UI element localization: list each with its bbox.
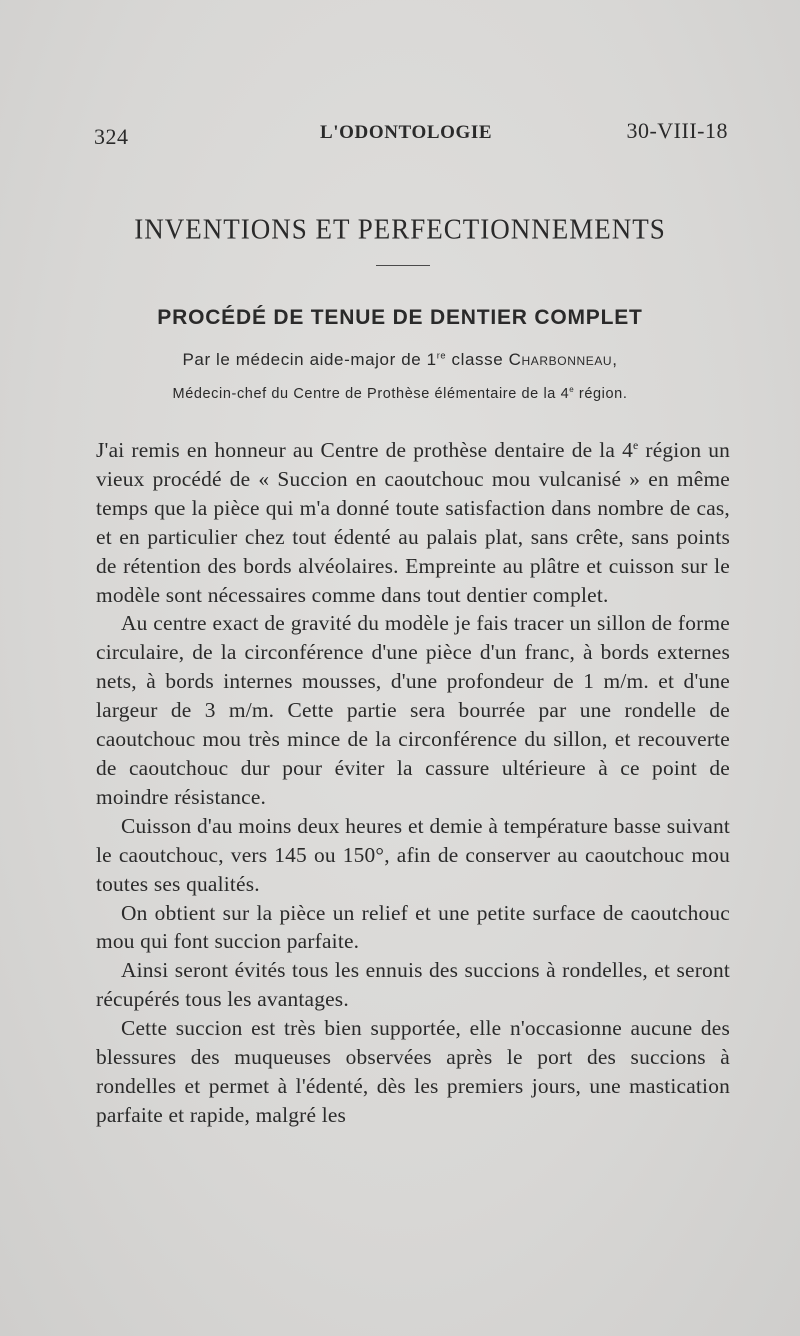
affiliation-ordinal: e	[569, 385, 575, 395]
paragraph-4: On obtient sur la pièce un relief et une petite surface de caoutchouc mou qui font succion parfaite.	[96, 900, 730, 954]
paragraph-1-a: J'ai remis en honneur au Centre de prothèse dentaire de la 4	[96, 438, 633, 462]
affiliation-prefix: Médecin-chef du Centre de Prothèse élémentaire de la 4	[172, 386, 570, 402]
author-name: Charbonneau,	[508, 350, 618, 369]
paragraph-1	[96, 436, 730, 609]
author-byline	[0, 350, 800, 370]
paragraph-3: Cuisson d'au moins deux heures et demie à température basse suivant le caoutchouc, vers 145 ou 150°, afin de conserver au caoutchouc mou toutes ses qualités.	[96, 813, 730, 896]
paragraph-6: Cette succion est très bien supportée, elle n'occasionne aucune des blessures des muqueuses observées après le port des succions à rondelles et permet à l'édenté, dès les premiers jours, une mastication parfaite et rapide, malgré les	[96, 1016, 730, 1127]
affiliation-suffix: région.	[574, 386, 628, 402]
journal-title: L'ODONTOLOGIE	[320, 122, 493, 143]
title-divider	[376, 265, 430, 266]
byline-mid: classe	[446, 350, 509, 369]
running-header	[94, 118, 728, 148]
issue-date: 30-VIII-18	[626, 118, 728, 143]
section-title: INVENTIONS ET PERFECTIONNEMENTS	[134, 213, 666, 245]
author-affiliation	[0, 386, 800, 402]
paragraph-1-b: région un vieux procédé de « Succion en caoutchouc mou vulcanisé » en même temps que la pièce qui m'a donné toute satisfaction dans nombre de cas, et en particulier chez tout édenté au palais plat, sans crête, sans points de rétention des bords alvéolaires. Empreinte au plâtre et cuisson sur le modèle sont nécessaires comme dans tout dentier complet.	[96, 438, 731, 607]
byline-prefix: Par le médecin aide-major de 1	[182, 350, 437, 369]
byline-ordinal: re	[436, 350, 447, 361]
article-body	[96, 436, 730, 1130]
paragraph-5: Ainsi seront évités tous les ennuis des succions à rondelles, et seront récupérés tous les avantages.	[96, 958, 730, 1012]
paragraph-2: Au centre exact de gravité du modèle je fais tracer un sillon de forme circulaire, de la circonférence d'une pièce d'un franc, à bords externes nets, à bords internes mousses, d'une profondeur de 1 m/m. et d'une largeur de 3 m/m. Cette partie sera bourrée par une rondelle de caoutchouc mou très mince de la circonférence du sillon, et recouverte de caoutchouc dur pour éviter la cassure ultérieure à ce point de moindre résistance.	[96, 611, 730, 809]
paragraph-1-sup: e	[632, 438, 639, 452]
page-number: 324	[94, 124, 129, 149]
article-title: PROCÉDÉ DE TENUE DE DENTIER COMPLET	[157, 306, 643, 329]
